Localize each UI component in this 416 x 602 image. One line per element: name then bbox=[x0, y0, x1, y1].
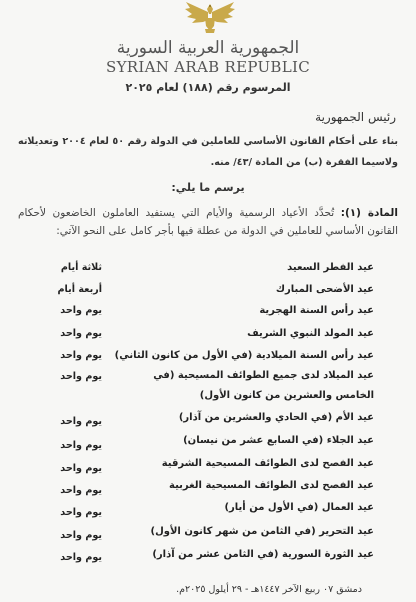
holiday-name: عيد العمال (في الأول من أيار) bbox=[224, 502, 374, 513]
holiday-name: عيد الجلاء (في السابع عشر من نيسان) bbox=[183, 435, 374, 446]
decrees-label: يرسم ما يلي: bbox=[171, 181, 245, 194]
holiday-name: عيد الفصح لدى الطوائف المسيحية الغربية bbox=[169, 480, 374, 491]
holiday-duration: يوم واحد bbox=[60, 440, 102, 451]
holiday-duration: يوم واحد bbox=[60, 305, 102, 316]
holiday-duration: يوم واحد bbox=[60, 371, 102, 382]
holiday-name: عيد الثورة السورية (في الثامن عشر من آذار) bbox=[152, 549, 374, 560]
holiday-duration: يوم واحد bbox=[60, 350, 102, 361]
holiday-name: عيد المولد النبوي الشريف bbox=[247, 328, 374, 339]
holiday-name: عيد رأس السنة الهجرية bbox=[259, 305, 374, 316]
holiday-name: عيد الأم (في الحادي والعشرين من آذار) bbox=[178, 412, 374, 423]
holiday-name: عيد التحرير (في الثامن من شهر كانون الأول) bbox=[150, 526, 374, 537]
holiday-duration: ثلاثة أيام bbox=[60, 262, 102, 273]
country-name-arabic: الجمهورية العربية السورية bbox=[116, 38, 300, 58]
issue-date: دمشق ٠٧ ربيع الآخر ١٤٤٧هـ - ٢٩ أيلول ٢٠٢٥م. bbox=[176, 584, 362, 595]
holiday-duration: يوم واحد bbox=[60, 463, 102, 474]
holiday-duration: يوم واحد bbox=[60, 485, 102, 496]
country-name-english: SYRIAN ARAB REPUBLIC bbox=[106, 58, 310, 76]
article-label: المادة (١): bbox=[340, 207, 398, 219]
holiday-name: عيد الميلاد لدى جميع الطوائف المسيحية (في الخامس والعشرين من كانون الأول) bbox=[153, 370, 374, 401]
holiday-name: عيد الأضحى المبارك bbox=[275, 284, 374, 295]
decree-number: المرسوم رقم (١٨٨) لعام ٢٠٢٥ bbox=[125, 81, 291, 94]
holiday-name: عيد الفطر السعيد bbox=[287, 262, 374, 273]
holiday-duration: يوم واحد bbox=[60, 507, 102, 518]
holiday-duration: يوم واحد bbox=[60, 530, 102, 541]
holiday-name: عيد الفصح لدى الطوائف المسيحية الشرقية bbox=[161, 458, 374, 469]
holiday-duration: يوم واحد bbox=[60, 416, 102, 427]
article-text: تُحدَّد الأعياد الرسمية والأيام التي يستفيد العاملون الخاضعون لأحكام القانون الأساسي للعاملين في الدولة من عطلة فيها بأجر كامل على النحو الآتي: bbox=[18, 207, 398, 237]
holiday-duration: أربعة أيام bbox=[57, 284, 102, 295]
president-title: رئيس الجمهورية bbox=[315, 110, 396, 124]
preamble-text: بناء على أحكام القانون الأساسي للعاملين في الدولة رقم ٥٠ لعام ٢٠٠٤ وتعديلاته ولاسيما الفقرة (ب) من المادة /٤٣/ منه. bbox=[18, 136, 398, 168]
holiday-duration: يوم واحد bbox=[60, 328, 102, 339]
holiday-name: عيد رأس السنة الميلادية (في الأول من كانون الثاني) bbox=[114, 350, 374, 361]
holiday-duration: يوم واحد bbox=[60, 552, 102, 563]
